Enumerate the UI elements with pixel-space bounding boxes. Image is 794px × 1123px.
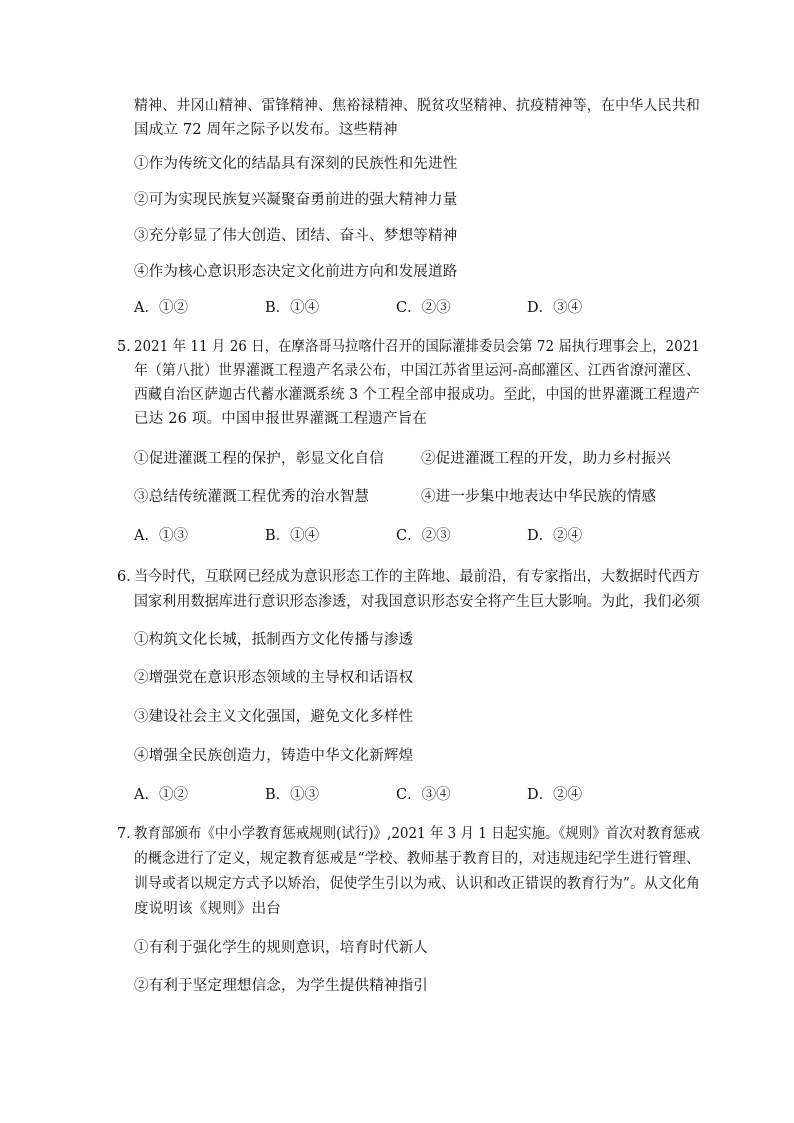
- q5-option-3: ③总结传统灌溉工程优秀的治水智慧: [134, 489, 370, 505]
- q4-option-1: ①作为传统文化的结晶具有深刻的民族性和先进性: [134, 156, 458, 172]
- q4-option-2: ②可为实现民族复兴凝聚奋勇前进的强大精神力量: [134, 192, 458, 208]
- q4-stem-line-1: 精神、井冈山精神、雷锋精神、焦裕禄精神、脱贫攻坚精神、抗疫精神等，在中华人民共和: [134, 98, 701, 114]
- q5-option-1: ①促进灌溉工程的保护，彰显文化自信: [134, 451, 384, 467]
- q5-stem-line-1: 2021 年 11 月 26 日，在摩洛哥马拉喀什召开的国际灌排委员会第 72 届执行理事会上，2021: [134, 339, 701, 355]
- q4-option-3: ③充分彰显了伟大创造、团结、奋斗、梦想等精神: [134, 228, 458, 244]
- q6-answer-c: C．③④: [396, 787, 451, 803]
- q7-stem-line-1: 教育部颁布《中小学教育惩戒规则(试行)》,2021 年 3 月 1 日起实施。《规则》首次对教育惩戒: [134, 826, 701, 842]
- q5-stem-line-4: 已达 26 项。中国申报世界灌溉工程遗产旨在: [134, 411, 428, 427]
- q6-answer-a: A．①②: [134, 787, 188, 803]
- q5-answer-d: D．②④: [527, 528, 583, 544]
- q5-answer-a: A．①③: [134, 528, 188, 544]
- q4-stem-line-2: 国成立 72 周年之际予以发布。这些精神: [134, 122, 398, 138]
- q4-option-4: ④作为核心意识形态决定文化前进方向和发展道路: [134, 264, 458, 280]
- q7-stem-line-3: 训导或者以规定方式予以矫治，促使学生引以为戒、认识和改正错误的教育行为”。从文化角: [134, 876, 701, 892]
- q5-stem-line-2: 年（第八批）世界灌溉工程遗产名录公布，中国江苏省里运河-高邮灌区、江西省潦河灌区、: [134, 363, 701, 379]
- q5-option-4: ④进一步集中地表达中华民族的情感: [421, 489, 657, 505]
- q4-answer-d: D．③④: [527, 300, 583, 316]
- q5-number: 5．: [117, 339, 141, 355]
- q6-option-3: ③建设社会主义文化强国，避免文化多样性: [134, 709, 414, 725]
- q7-stem-line-2: 的概念进行了定义，规定教育惩戒是“学校、教师基于教育目的，对违规违纪学生进行管理、: [134, 851, 701, 867]
- q7-stem-line-4: 度说明该《规则》出台: [134, 901, 281, 917]
- q7-option-2: ②有利于坚定理想信念，为学生提供精神指引: [134, 978, 428, 994]
- q4-answer-c: C．②③: [396, 300, 451, 316]
- q6-answer-b: B．①③: [265, 787, 320, 803]
- q6-number: 6．: [117, 569, 141, 585]
- q7-option-1: ①有利于强化学生的规则意识，培育时代新人: [134, 940, 428, 956]
- q6-option-1: ①构筑文化长城，抵制西方文化传播与渗透: [134, 632, 414, 648]
- q4-answer-b: B．①④: [265, 300, 320, 316]
- q5-option-2: ②促进灌溉工程的开发，助力乡村振兴: [421, 451, 671, 467]
- q7-number: 7．: [117, 826, 141, 842]
- q5-stem-line-3: 西藏自治区萨迦古代蓄水灌溉系统 3 个工程全部申报成功。至此，中国的世界灌溉工程遗产: [134, 387, 700, 403]
- q6-stem-line-2: 国家利用数据库进行意识形态渗透，对我国意识形态安全将产生巨大影响。为此，我们必须: [134, 594, 701, 610]
- q5-answer-b: B．①④: [265, 528, 320, 544]
- q5-answer-c: C．②③: [396, 528, 451, 544]
- q4-answer-a: A．①②: [134, 300, 188, 316]
- q6-option-4: ④增强全民族创造力，铸造中华文化新辉煌: [134, 748, 414, 764]
- q6-answer-d: D．②④: [527, 787, 583, 803]
- q6-option-2: ②增强党在意识形态领域的主导权和话语权: [134, 670, 414, 686]
- q6-stem-line-1: 当今时代，互联网已经成为意识形态工作的主阵地、最前沿，有专家指出，大数据时代西方: [134, 569, 701, 585]
